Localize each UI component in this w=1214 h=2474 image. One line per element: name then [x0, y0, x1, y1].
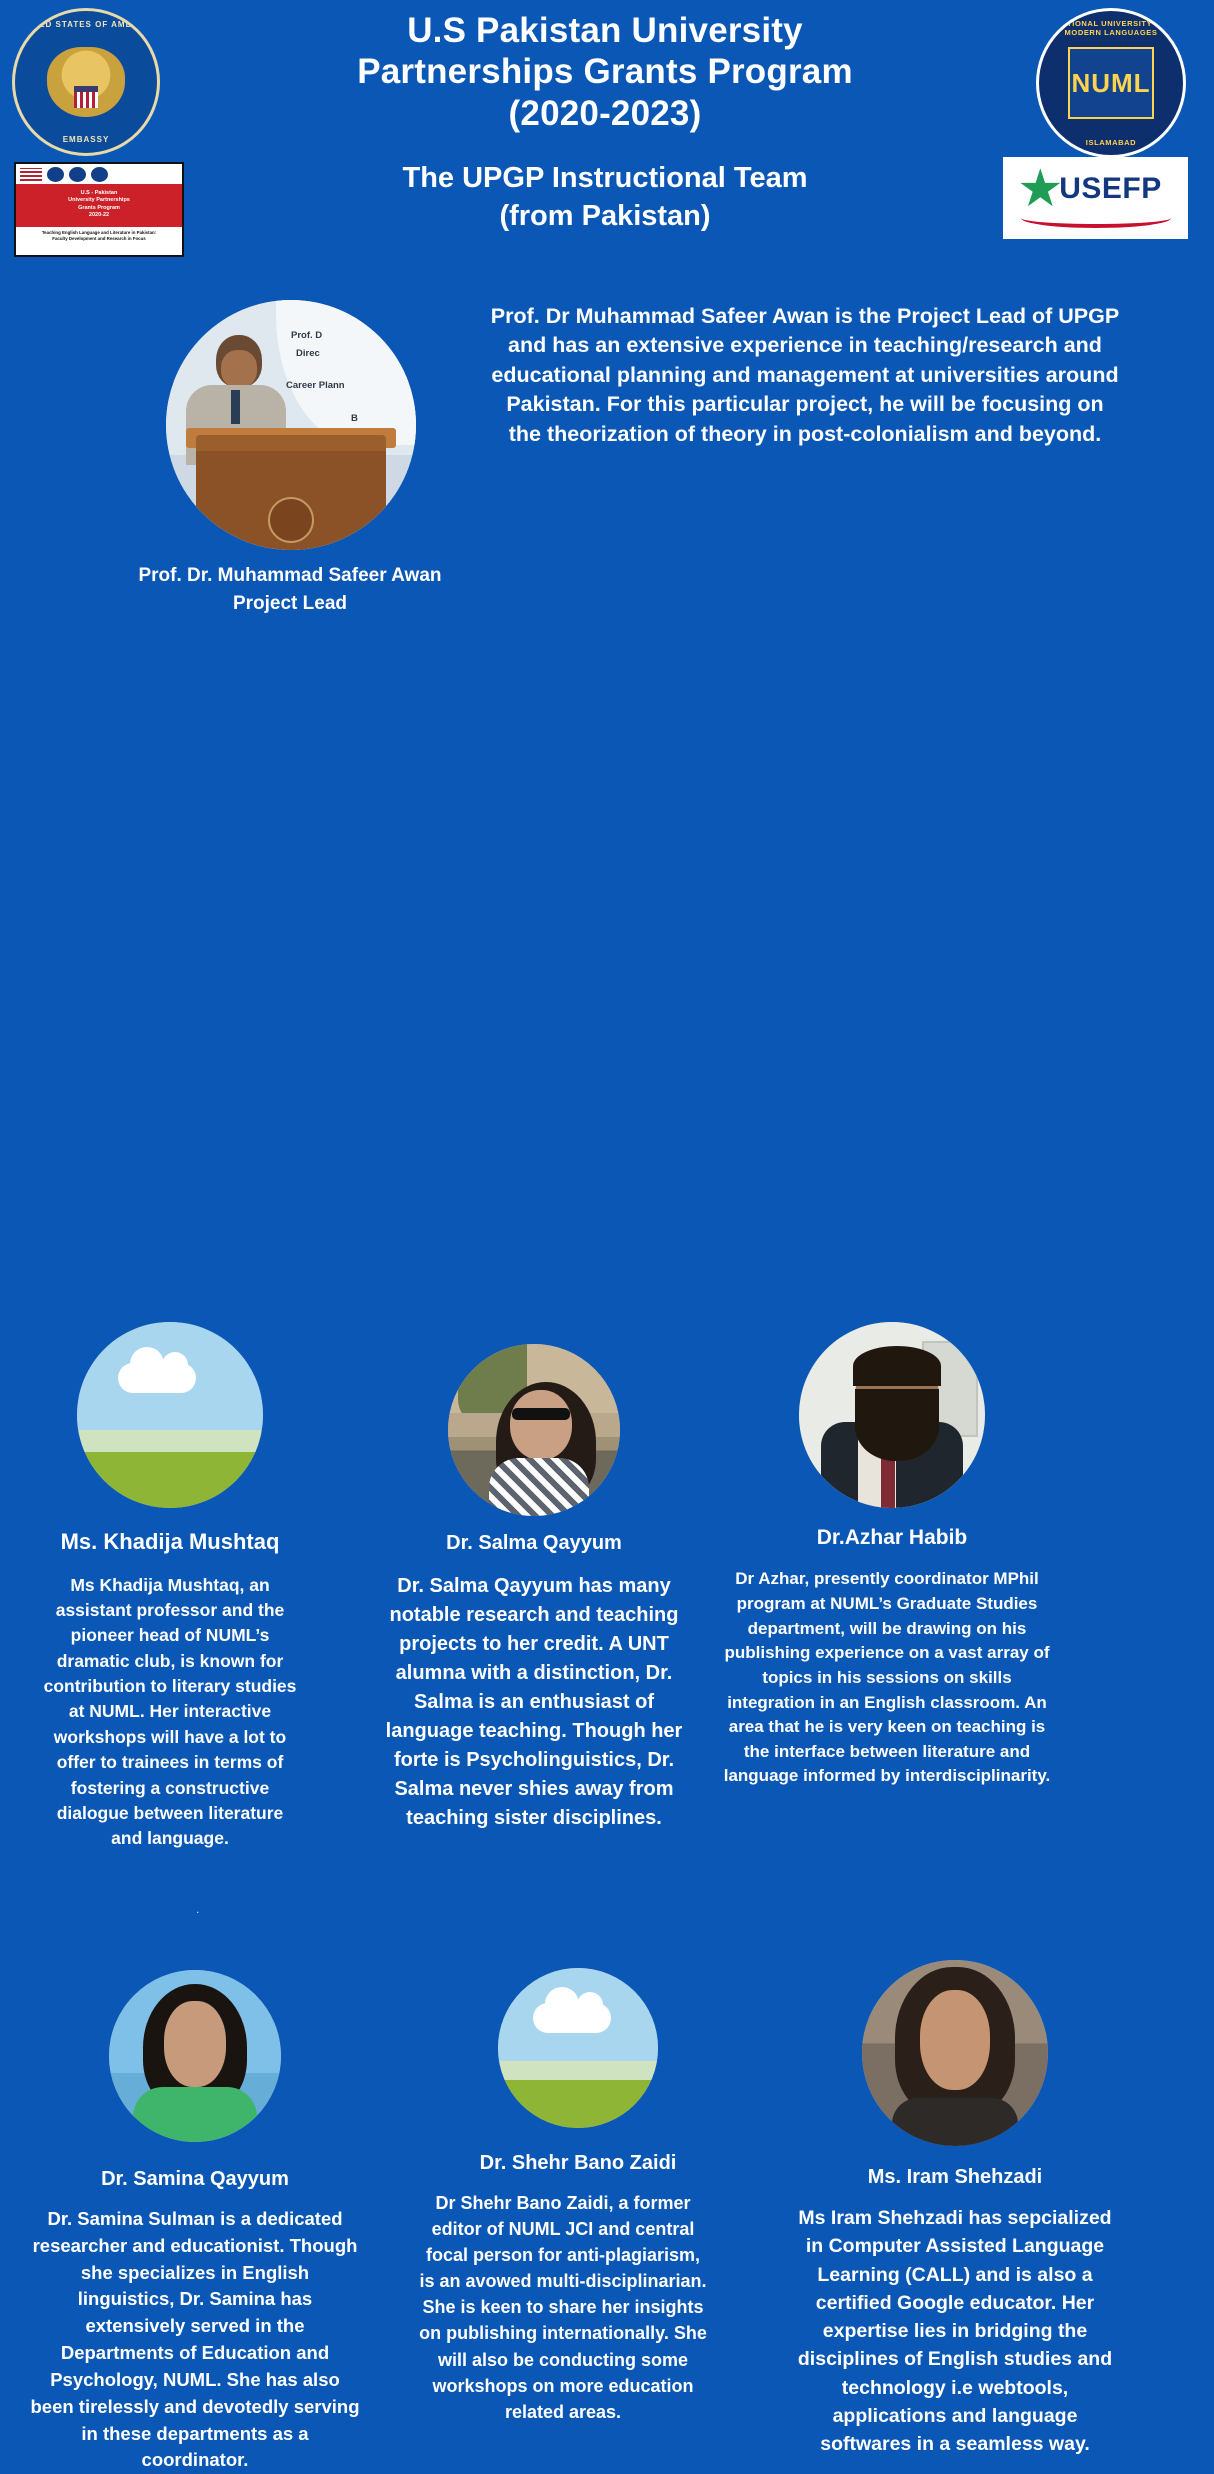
us-flag-icon — [20, 168, 42, 181]
member-photo-image — [77, 1322, 263, 1508]
us-embassy-seal-icon — [12, 8, 160, 156]
mini-poster-line2: University Partnerships — [68, 197, 130, 204]
person-scarf — [489, 1458, 589, 1516]
member-card-samina-qayyum — [30, 1970, 360, 2474]
person-beard — [855, 1389, 939, 1461]
member-name: Dr. Shehr Bano Zaidi — [479, 2152, 677, 2174]
member-card-salma-qayyum — [374, 1344, 694, 1833]
page-subtitle — [190, 160, 1020, 235]
avatar — [498, 1968, 658, 2128]
project-lead-section — [0, 290, 1214, 650]
member-bio: Ms Khadija Mushtaq, an assistant professor and the pioneer head of NUML’s dramatic club, is known for contribution to literary studies at NUML. Her interactive workshops will have a lot to offer to trainees in terms of fostering a constructive dialogue between literature and language. — [43, 1574, 297, 1849]
podium-emblem-icon — [268, 497, 314, 543]
project-lead-role: Project Lead — [232, 592, 348, 614]
numl-ring-top-text: NATIONAL UNIVERSITY OF MODERN LANGUAGES — [1055, 19, 1167, 37]
seal-icon-small — [47, 167, 64, 182]
usefp-logo-icon: ★ USEFP — [1003, 157, 1188, 239]
seal-top-text: UNITED STATES OF AMERICA — [16, 20, 156, 29]
slide-text-line1: Prof. D — [291, 330, 323, 341]
podium — [196, 435, 386, 550]
page-title-line1: U.S Pakistan University — [407, 11, 803, 50]
usefp-icon-small — [69, 167, 86, 182]
avatar — [448, 1344, 620, 1516]
member-bio: Dr Azhar, presently coordinator MPhil program at NUML’s Graduate Studies department, will be drawing on his publishing experience on a vast array of topics in his sessions on skills integration in an English classroom. An area that he is very keen on teaching is the interface between literature and language informed by interdisciplinarity. — [723, 1569, 1051, 1786]
member-card-azhar-habib — [722, 1322, 1062, 1789]
numl-icon-small — [91, 167, 108, 182]
project-lead-bio: Prof. Dr Muhammad Safeer Awan is the Project Lead of UPGP and has an extensive experience in teaching/research and educational planning and management at universities around Pakistan. For this particular project, he will be focusing on the theorization of theory in post-colonialism and beyond. — [490, 304, 1120, 446]
person-face — [920, 1990, 991, 2090]
member-bio: Dr. Salma Qayyum has many notable research and teaching projects to her credit. A UNT alumna with a distinction, Dr. Salma is an enthusiast of language teaching. Though her forte is Psycholinguistics, Dr. Salma never shies away from teaching sister disciplines. — [385, 1575, 683, 1829]
member-name: Dr.Azhar Habib — [816, 1526, 968, 1549]
mini-poster-footer-line1: Teaching English Language and Literature in Pakistan: — [41, 229, 157, 235]
member-photo-image — [799, 1322, 985, 1508]
project-lead-name: Prof. Dr. Muhammad Safeer Awan — [138, 565, 442, 586]
cloud-icon — [118, 1363, 196, 1393]
person-hair — [853, 1346, 941, 1386]
usefp-logo-text: USEFP — [1059, 172, 1162, 205]
mini-poster-logos — [16, 164, 182, 184]
person-tie — [231, 390, 240, 424]
person-top — [892, 2098, 1018, 2146]
numl-ring-bottom-text: ISLAMABAD — [1085, 138, 1137, 147]
eagle-icon — [47, 47, 125, 117]
poster-header — [0, 0, 1214, 290]
sunglasses-icon — [512, 1408, 570, 1420]
avatar — [862, 1960, 1048, 2146]
member-card-iram-shehzadi — [790, 1960, 1120, 2458]
footer-mark: . — [196, 1902, 200, 1916]
person-face — [510, 1390, 572, 1460]
mini-poster-footer-line2: Faculty Development and Research in Focus — [52, 236, 146, 242]
project-lead-caption — [80, 562, 500, 617]
page-title-line2: Partnerships Grants Program — [357, 52, 853, 92]
slide-text-line2: Direc — [296, 347, 320, 359]
member-name: Ms. Iram Shehzadi — [867, 2166, 1043, 2188]
mini-poster-title-block — [16, 184, 182, 227]
cloud-icon — [533, 2003, 611, 2033]
mini-poster-line4: 2020-22 — [88, 212, 110, 219]
numl-logo-icon — [1036, 8, 1186, 158]
mini-poster-footer — [16, 227, 182, 246]
mini-poster-line3: Grants Program — [78, 204, 120, 211]
member-bio: Dr Shehr Bano Zaidi, a former editor of NUML JCI and central focal person for anti-plagiarism, is an avowed multi-disciplinarian. She is keen to share her insights on publishing internationally. She will also be conducting some workshops on more education related areas. — [419, 2193, 707, 2422]
member-name: Dr. Salma Qayyum — [446, 1532, 622, 1554]
numl-monogram: NUML — [1068, 47, 1154, 119]
person-face — [221, 350, 257, 388]
person-face — [164, 2001, 226, 2087]
page-subtitle-line2: (from Pakistan) — [499, 199, 711, 232]
member-photo-image — [109, 1970, 281, 2142]
member-photo-image — [448, 1344, 620, 1516]
avatar — [166, 300, 416, 550]
member-bio: Ms Iram Shehzadi has sepcialized in Computer Assisted Language Learning (CALL) and is also a certified Google educator. Her expertise lies in bridging the disciplines of English studies and technology i.e webtools, applications and language softwares in a seamless way. — [797, 2207, 1113, 2456]
member-bio: Dr. Samina Sulman is a dedicated researcher and educationist. Though she specializes in English linguistics, Dr. Samina has extensively served in the Departments of Education and Psychology, NUML. She has also been tirelessly and devotedly serving in these departments as a coordinator. — [30, 2208, 360, 2471]
member-card-khadija-mushtaq — [20, 1322, 320, 1852]
member-photo-image — [498, 1968, 658, 2128]
avatar — [77, 1322, 263, 1508]
mini-poster-thumbnail — [14, 162, 184, 257]
page-title — [190, 10, 1020, 134]
slide-text-line4: B — [351, 412, 358, 424]
avatar — [799, 1322, 985, 1508]
person-dress — [133, 2087, 257, 2142]
avatar — [109, 1970, 281, 2142]
mini-poster-line1: U.S - Pakistan — [80, 190, 118, 196]
member-name: Dr. Samina Qayyum — [101, 2168, 289, 2190]
presentation-board — [276, 300, 416, 445]
seal-bottom-text: EMBASSY — [62, 135, 110, 144]
page-title-line3: (2020-2023) — [508, 93, 702, 133]
member-card-shehr-bano-zaidi — [418, 1968, 738, 2425]
slide-text-line3: Career Plann — [286, 380, 345, 391]
title-block — [190, 10, 1020, 235]
page-subtitle-line1: The UPGP Instructional Team — [402, 161, 808, 194]
member-name: Ms. Khadija Mushtaq — [60, 1529, 280, 1554]
member-photo-image — [862, 1960, 1048, 2146]
lead-photo-image — [166, 300, 416, 550]
